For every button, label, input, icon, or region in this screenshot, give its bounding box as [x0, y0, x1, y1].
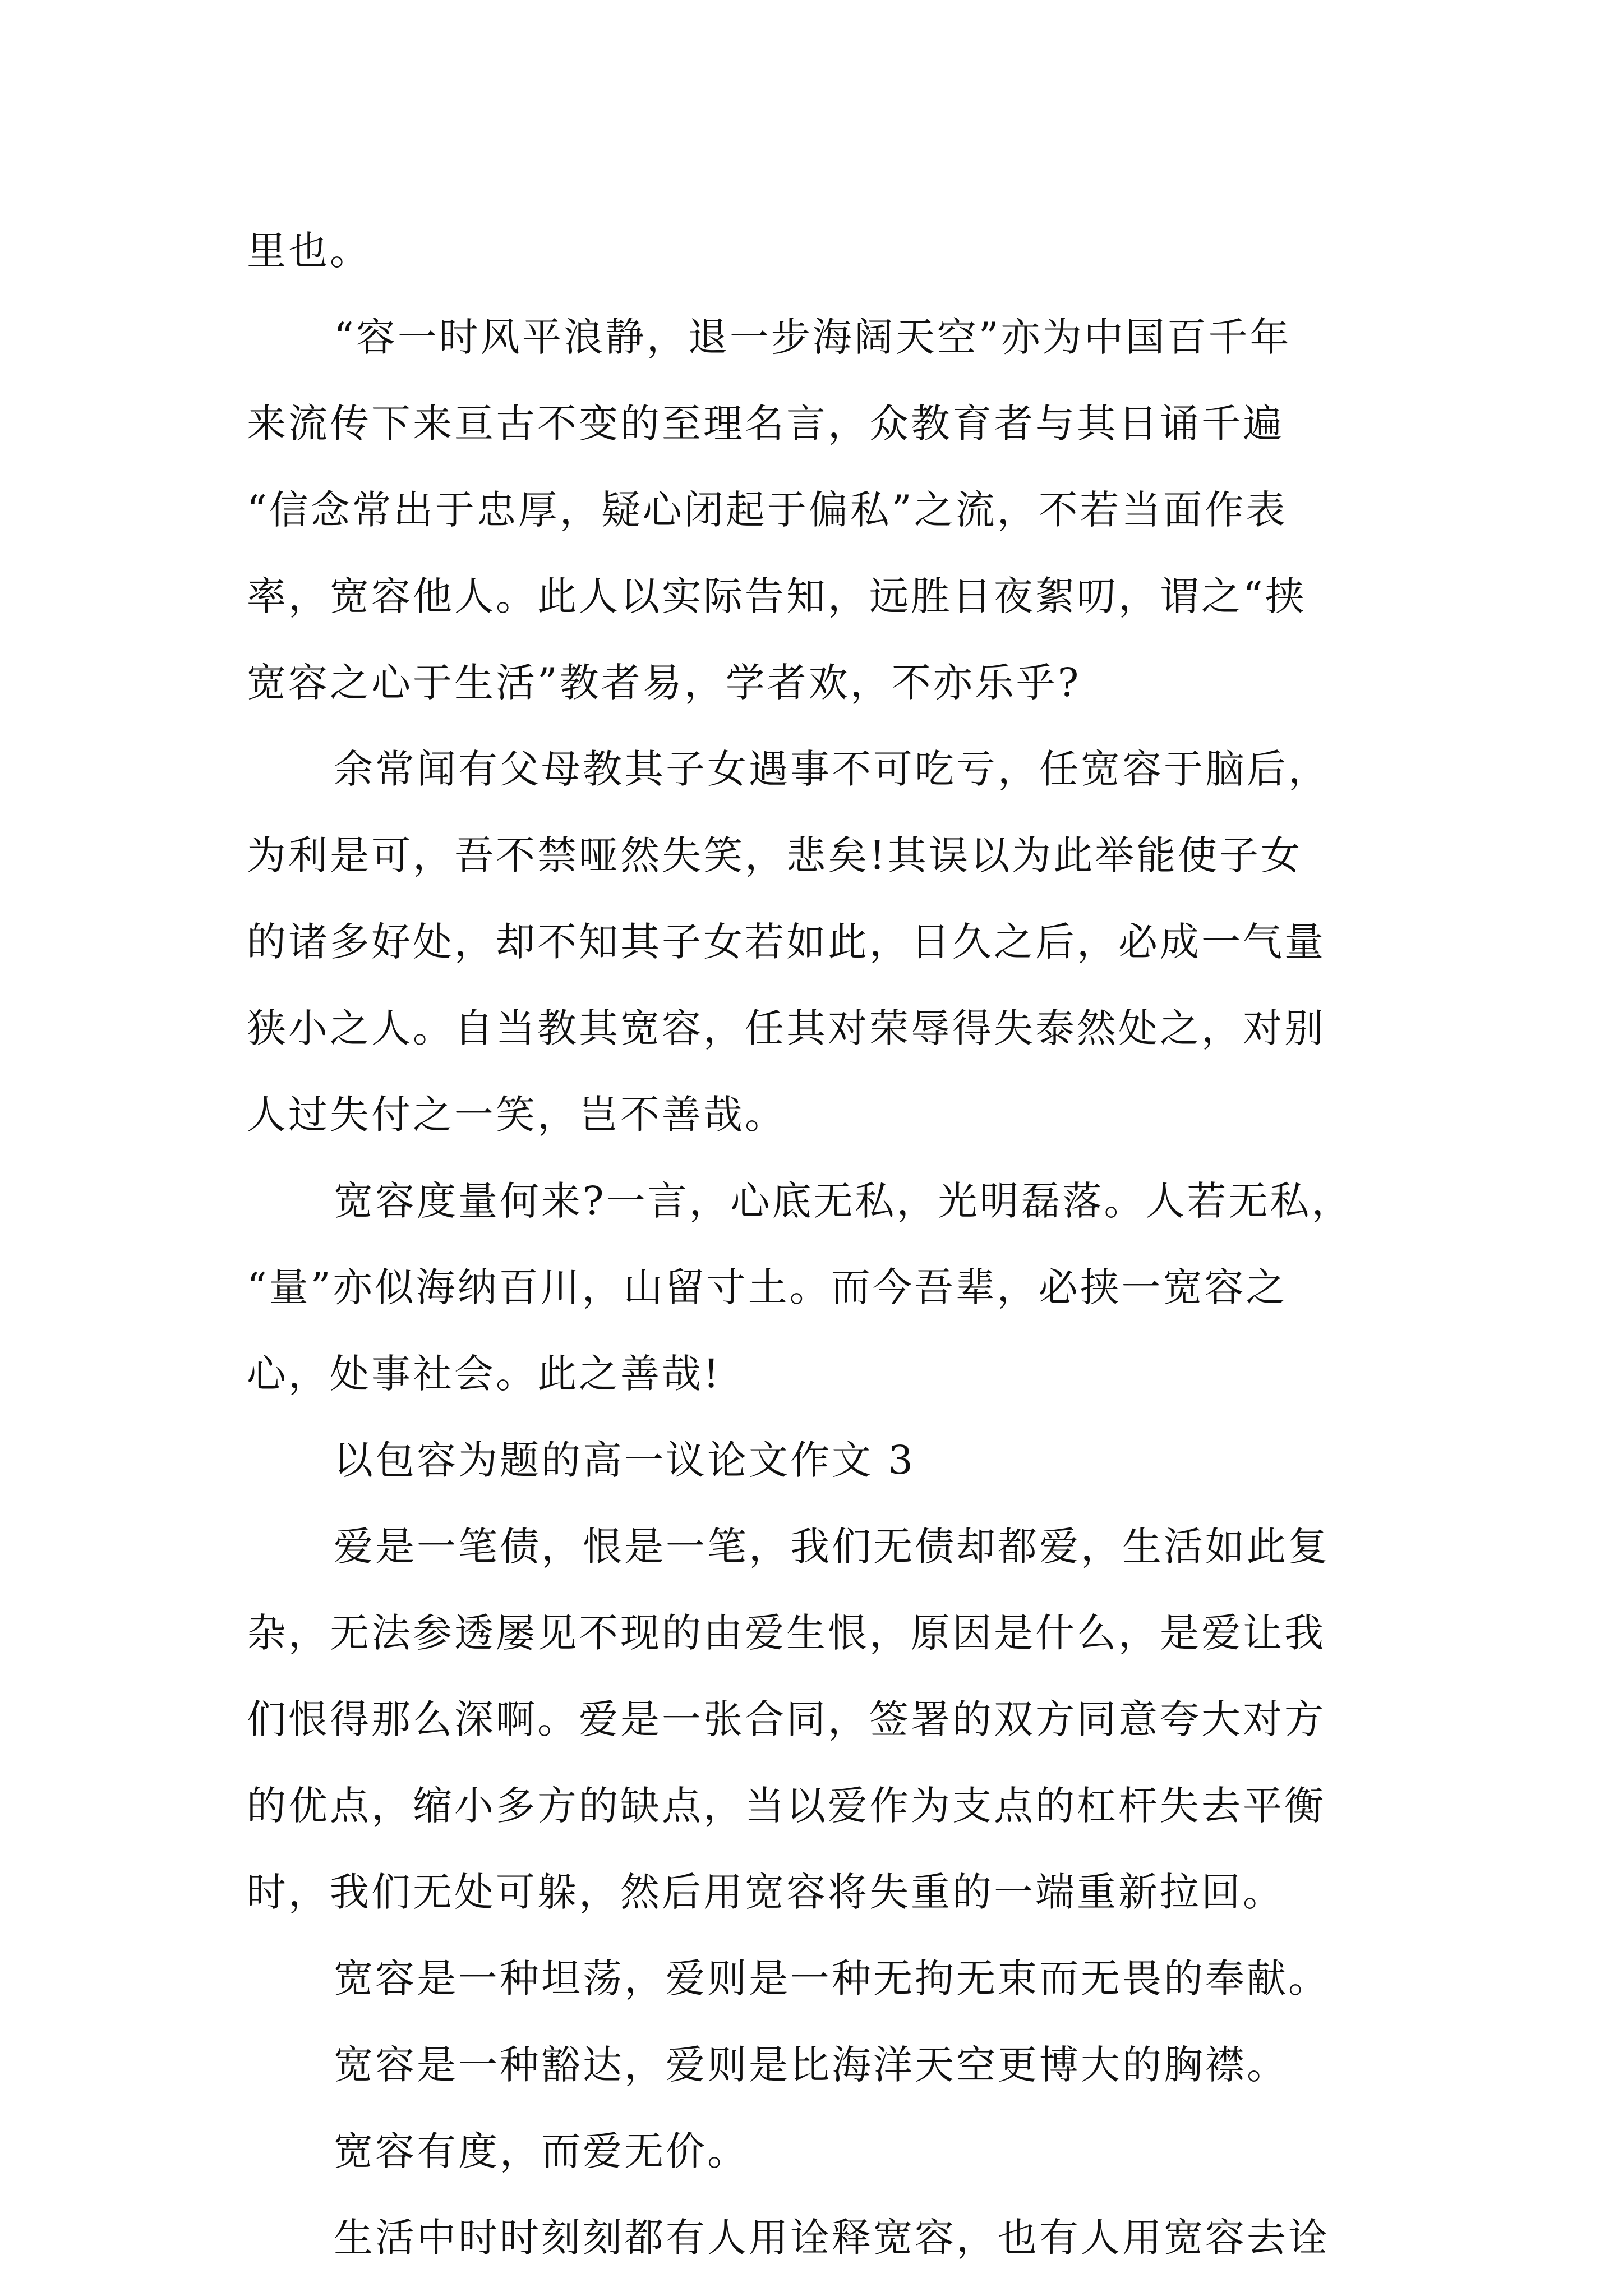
- text-line: 时，我们无处可躲，然后用宽容将失重的一端重新拉回。: [247, 1869, 1284, 1915]
- section-heading: 以包容为题的高一议论文作文 3: [334, 1437, 915, 1483]
- text-line: 宽容之心于生活”教者易，学者欢，不亦乐乎?: [247, 660, 1081, 706]
- text-line: 来流传下来亘古不变的至理名言，众教育者与其日诵千遍: [247, 401, 1284, 447]
- text-line: 们恨得那么深啊。爱是一张合同，签署的双方同意夸大对方: [247, 1696, 1326, 1742]
- text-line: 杂，无法参透屡见不现的由爱生恨，原因是什么，是爱让我: [247, 1610, 1326, 1656]
- text-line: “量”亦似海纳百川，山留寸土。而今吾辈，必挟一宽容之: [247, 1264, 1288, 1310]
- text-line: 余常闻有父母教其子女遇事不可吃亏，任宽容于脑后，: [334, 746, 1330, 792]
- text-line: 爱是一笔债，恨是一笔，我们无债却都爱，生活如此复: [334, 1524, 1330, 1570]
- text-line: 宽容有度，而爱无价。: [334, 2128, 749, 2174]
- text-line: 里也。: [247, 228, 371, 274]
- text-line: 宽容度量何来?一言，心底无私，光明磊落。人若无私，: [334, 1178, 1353, 1224]
- text-line: “信念常出于忠厚，疑心闭起于偏私”之流，不若当面作表: [247, 487, 1288, 533]
- text-line: 狭小之人。自当教其宽容，任其对荣辱得失泰然处之，对别: [247, 1005, 1326, 1051]
- text-line: 为利是可，吾不禁哑然失笑，悲矣!其误以为此举能使子女: [247, 832, 1303, 878]
- document-body: [247, 208, 1430, 2281]
- text-line: “容一时风平浪静，退一步海阔天空”亦为中国百千年: [334, 314, 1292, 360]
- text-line: 的优点，缩小多方的缺点，当以爱作为支点的杠杆失去平衡: [247, 1783, 1326, 1829]
- text-line: 生活中时时刻刻都有人用诠释宽容，也有人用宽容去诠: [334, 2215, 1330, 2261]
- text-line: 的诸多好处，却不知其子女若如此，日久之后，必成一气量: [247, 919, 1326, 965]
- text-line: 宽容是一种豁达，爱则是比海洋天空更博大的胸襟。: [334, 2042, 1288, 2088]
- text-line: 人过失付之一笑，岂不善哉。: [247, 1092, 786, 1138]
- text-line: 率，宽容他人。此人以实际告知，远胜日夜絮叨，谓之“挟: [247, 573, 1307, 619]
- text-line: 宽容是一种坦荡，爱则是一种无拘无束而无畏的奉献。: [334, 1955, 1330, 2001]
- text-line: 心，处事社会。此之善哉!: [247, 1351, 722, 1397]
